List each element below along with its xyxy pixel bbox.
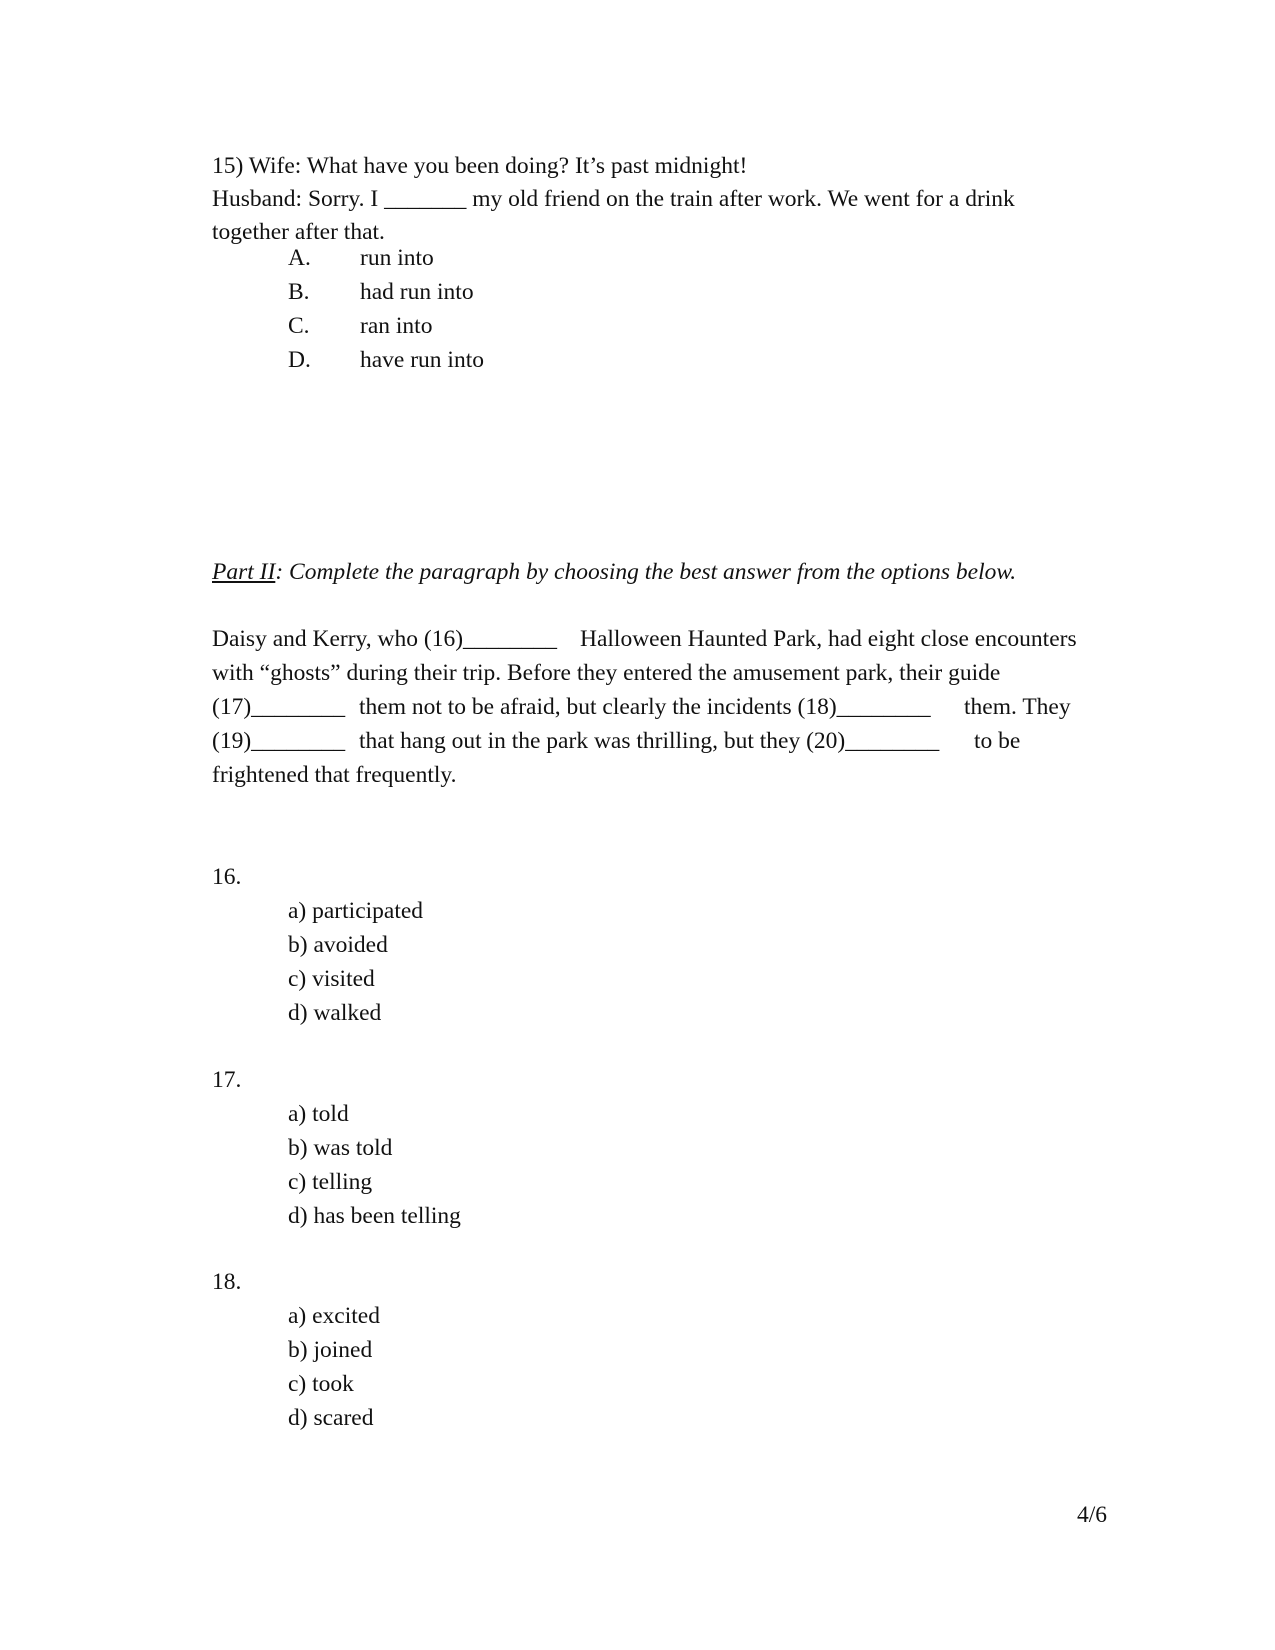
choice-a[interactable]: a) told bbox=[288, 1101, 349, 1127]
question-18-number: 18. bbox=[212, 1269, 242, 1295]
paragraph-text: them. They bbox=[964, 694, 1071, 720]
question-17-choices bbox=[288, 1097, 461, 1233]
option-text: have run into bbox=[360, 347, 484, 373]
choice-d[interactable]: d) scared bbox=[288, 1405, 374, 1431]
choice-d[interactable]: d) has been telling bbox=[288, 1203, 461, 1229]
choice-b[interactable]: b) was told bbox=[288, 1135, 393, 1161]
question-15-line-3: together after that. bbox=[212, 219, 385, 245]
part-2-heading bbox=[212, 557, 1016, 587]
paragraph-text: Halloween Haunted Park, had eight close encounters bbox=[580, 626, 1077, 652]
paragraph-text: with “ghosts” during their trip. Before they entered the amusement park, their guide bbox=[212, 660, 1001, 686]
choice-c[interactable]: c) took bbox=[288, 1371, 354, 1397]
paragraph-line bbox=[212, 622, 1132, 656]
paragraph-line bbox=[212, 758, 1132, 792]
paragraph-line bbox=[212, 724, 1132, 758]
question-16-choices bbox=[288, 894, 423, 1030]
option-text: had run into bbox=[360, 279, 474, 305]
choice-a[interactable]: a) excited bbox=[288, 1303, 380, 1329]
choice-c[interactable]: c) visited bbox=[288, 966, 375, 992]
option-a[interactable] bbox=[288, 243, 688, 277]
paragraph-text: frightened that frequently. bbox=[212, 762, 457, 788]
cloze-paragraph bbox=[212, 622, 1132, 792]
part-2-label: Part II bbox=[212, 559, 276, 585]
option-c[interactable] bbox=[288, 311, 688, 345]
paragraph-text: that hang out in the park was thrilling, but they (20)________ bbox=[359, 728, 940, 754]
question-18-choices bbox=[288, 1299, 380, 1435]
choice-b[interactable]: b) avoided bbox=[288, 932, 388, 958]
choice-b[interactable]: b) joined bbox=[288, 1337, 373, 1363]
option-d[interactable] bbox=[288, 345, 688, 379]
page-number: 4/6 bbox=[1077, 1502, 1108, 1528]
option-text: ran into bbox=[360, 313, 433, 339]
paragraph-text: Daisy and Kerry, who (16)________ bbox=[212, 626, 558, 652]
option-text: run into bbox=[360, 245, 434, 271]
question-15-line-2: Husband: Sorry. I _______ my old friend on the train after work. We went for a drink bbox=[212, 186, 1015, 212]
paragraph-line bbox=[212, 656, 1132, 690]
choice-c[interactable]: c) telling bbox=[288, 1169, 373, 1195]
paragraph-line bbox=[212, 690, 1132, 724]
paragraph-text: to be bbox=[974, 728, 1021, 754]
part-2-instructions: : Complete the paragraph by choosing the best answer from the options below. bbox=[275, 559, 1017, 585]
question-15-line-1: 15) Wife: What have you been doing? It’s past midnight! bbox=[212, 153, 748, 179]
option-b[interactable] bbox=[288, 277, 688, 311]
option-letter: C. bbox=[288, 313, 310, 339]
paragraph-text: (19)________ bbox=[212, 728, 346, 754]
paragraph-text: (17)________ bbox=[212, 694, 346, 720]
paragraph-text: them not to be afraid, but clearly the incidents (18)________ bbox=[359, 694, 931, 720]
choice-a[interactable]: a) participated bbox=[288, 898, 424, 924]
option-letter: B. bbox=[288, 279, 310, 305]
choice-d[interactable]: d) walked bbox=[288, 1000, 382, 1026]
question-15-stem bbox=[212, 150, 1092, 249]
option-letter: D. bbox=[288, 347, 311, 373]
question-16-number: 16. bbox=[212, 864, 242, 890]
option-letter: A. bbox=[288, 245, 311, 271]
question-15-options bbox=[288, 243, 688, 379]
question-17-number: 17. bbox=[212, 1067, 242, 1093]
